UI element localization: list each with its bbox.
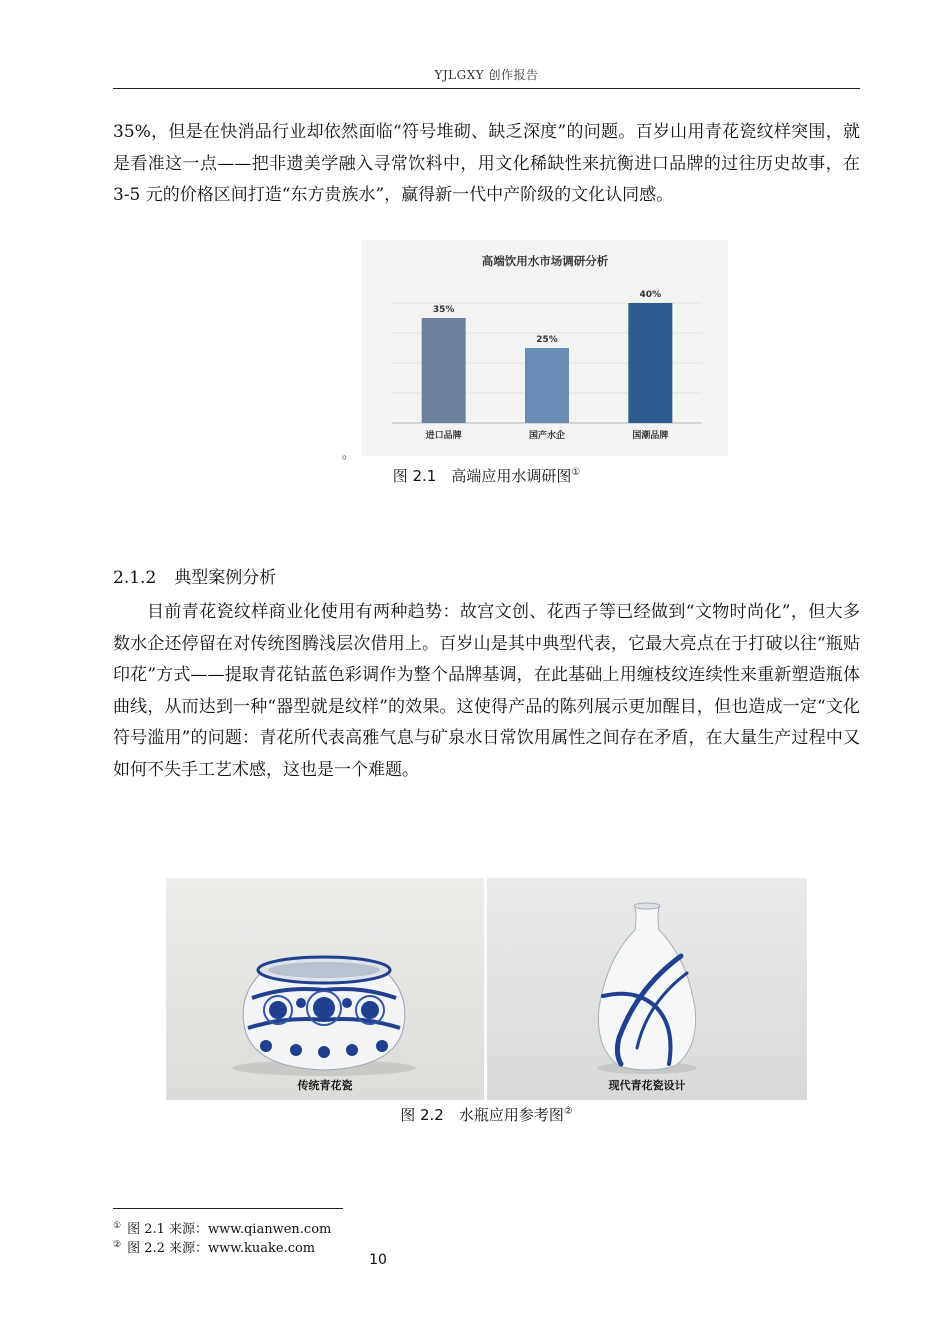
traditional-porcelain-photo: [166, 878, 484, 1100]
bar-1: [525, 348, 569, 423]
figure-1-caption-text: 图 2.1 高端应用水调研图: [392, 467, 572, 485]
bar-data-label-0: 35%: [432, 305, 455, 315]
section-title: 典型案例分析: [174, 568, 277, 588]
footnote-2-mark: ②: [113, 1239, 122, 1250]
footnote-rule: [113, 1208, 343, 1209]
figure-1-caption: [113, 465, 860, 486]
footnote-2-text: 图 2.2 来源：www.kuake.com: [127, 1241, 316, 1256]
category-tick-label-0: 进口品牌: [425, 431, 462, 441]
section-heading: [113, 563, 276, 588]
body-paragraph-2: 目前青花瓷纹样商业化使用有两种趋势：故宫文创、花西子等已经做到“文物时尚化”，但大多数水企还停留在对传统图腾浅层次借用上。百岁山是其中典型代表，它最大亮点在于打破以往“瓶贴印花”方式——提取青花钴蓝色彩调作为整个品牌基调，在此基础上用缠枝纹连续性来重新塑造瓶体曲线，从而达到一种“器型就是纹样”的效果。这使得产品的陈列展示更加醒目，但也造成一定“文化符号滥用”的问题：青花所代表高雅气息与矿泉水日常饮用属性之间存在矛盾，在大量生产过程中又如何不失手工艺术感，这也是一个难题。: [113, 602, 860, 780]
page-number: 10: [369, 1252, 387, 1268]
bar-0: [422, 318, 466, 423]
bar-2: [628, 303, 672, 423]
page-header: YJLGXY 创作报告: [434, 68, 539, 82]
category-tick-label-1: 国产水企: [528, 431, 566, 441]
traditional-porcelain-label: 传统青花瓷: [297, 1079, 353, 1092]
bar-chart: [362, 240, 728, 456]
section-number: 2.1.2: [113, 568, 157, 588]
figure-1-footnote-ref: ①: [571, 467, 581, 478]
modern-porcelain-label: 现代青花瓷设计: [608, 1079, 686, 1092]
porcelain-jar-illustration: [166, 878, 484, 1100]
bar-data-label-1: 25%: [536, 335, 558, 345]
modern-porcelain-photo: [487, 878, 807, 1100]
header-rule: [113, 88, 860, 89]
footnote-1-text: 图 2.1 来源：www.qianwen.com: [127, 1222, 332, 1237]
bar-data-label-2: 40%: [639, 290, 662, 300]
stray-mark: 。: [342, 447, 356, 462]
figure-2-caption-text: 图 2.2 水瓶应用参考图: [400, 1106, 564, 1124]
porcelain-vase-illustration: [487, 878, 807, 1100]
category-tick-label-2: 国潮品牌: [632, 431, 669, 441]
footnote-1: [113, 1218, 331, 1237]
figure-2-caption: [113, 1104, 860, 1125]
footnote-1-mark: ①: [113, 1220, 122, 1231]
body-paragraph-1: 35%，但是在快消品行业却依然面临“符号堆砌、缺乏深度”的问题。百岁山用青花瓷纹样突围，就是看准这一点——把非遗美学融入寻常饮料中，用文化稀缺性来抗衡进口品牌的过往历史故事，在 3-5 元的价格区间打造“东方贵族水”，赢得新一代中产阶级的文化认同感。: [113, 122, 860, 205]
figure-2-photos: [166, 878, 807, 1100]
bar-chart-svg: [362, 240, 728, 456]
figure-2-footnote-ref: ②: [563, 1106, 573, 1117]
chart-title: 高端饮用水市场调研分析: [481, 254, 609, 268]
